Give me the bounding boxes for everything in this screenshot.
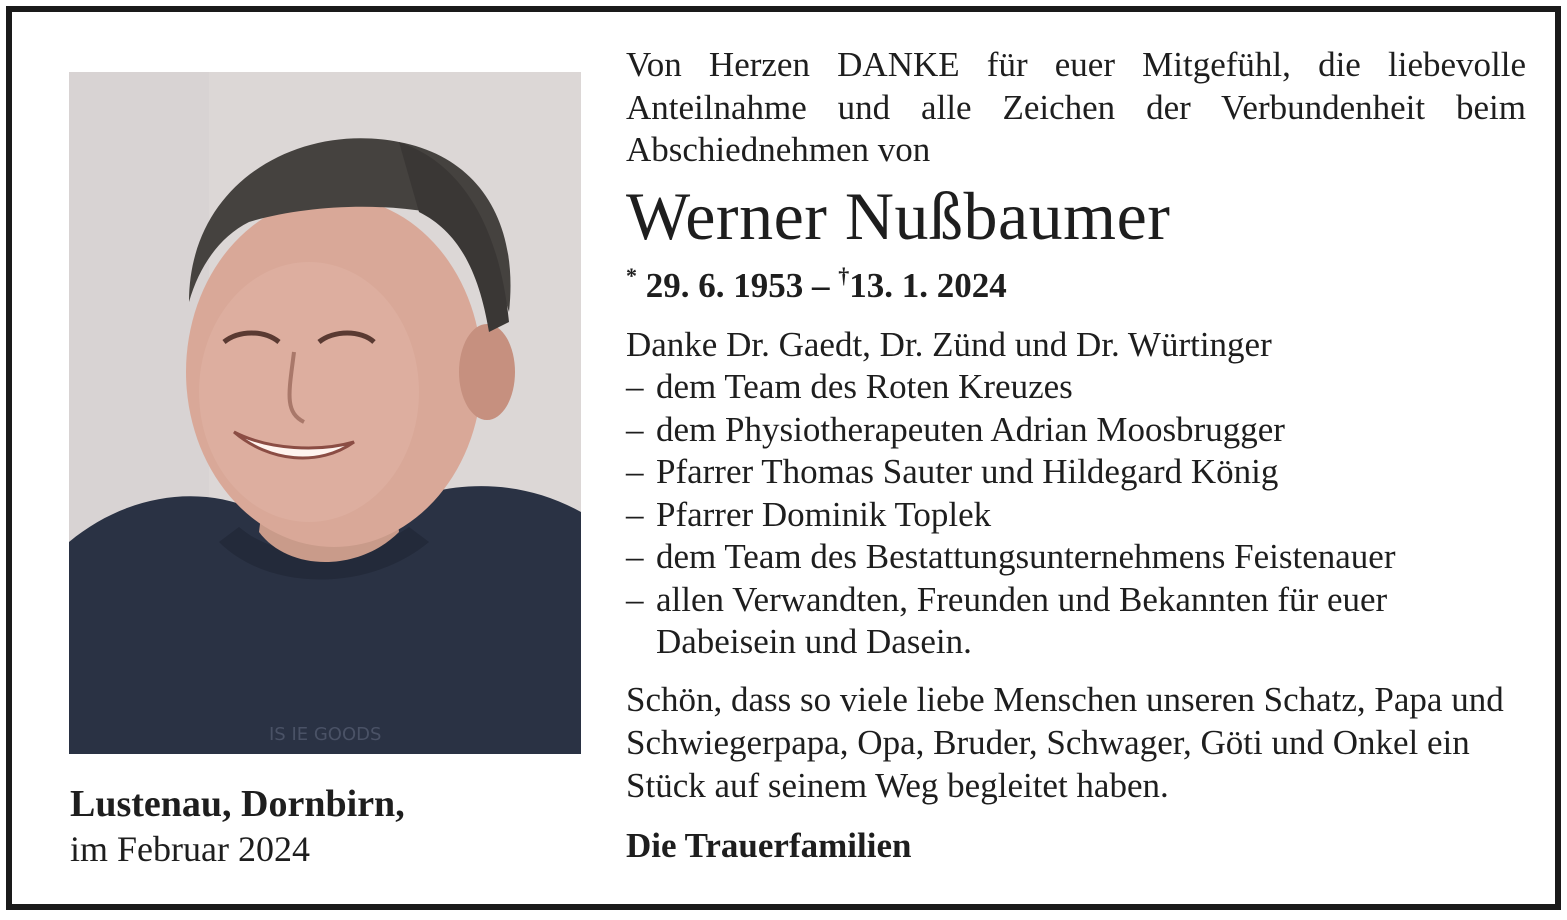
birth-date: 29. 6. 1953: [645, 265, 804, 305]
death-symbol: †: [838, 262, 850, 288]
list-dash: –: [626, 494, 644, 534]
death-date: 13. 1. 2024: [849, 265, 1007, 305]
list-dash: –: [626, 537, 644, 576]
obituary-text: [626, 44, 1526, 867]
deceased-name: Werner Nußbaumer: [626, 177, 1171, 254]
portrait-photo: [69, 72, 581, 754]
obituary-card: [6, 6, 1561, 910]
list-item: [626, 579, 1526, 664]
list-dash: –: [626, 452, 644, 491]
list-item-text: dem Team des Roten Kreuzes: [656, 367, 1073, 406]
portrait-illustration: [69, 72, 581, 754]
list-item: [626, 494, 1526, 537]
list-item-text: allen Verwandten, Freunden und Bekannten für euer Dabeisein und Dasein.: [656, 579, 1388, 661]
thanks-list: [626, 366, 1526, 664]
list-item-text: dem Team des Bestattungsunternehmens Feistenauer: [656, 537, 1396, 576]
life-dates: [626, 256, 1526, 306]
list-item-text: dem Physiotherapeuten Adrian Moosbrugger: [656, 409, 1285, 449]
list-item: [626, 409, 1526, 452]
intro-text: Von Herzen DANKE für euer Mitgefühl, die liebevolle Anteilnahme und alle Zeichen der Verbundenheit beim Abschiednehmen von: [626, 45, 1526, 169]
birth-symbol: *: [626, 262, 637, 288]
list-dash: –: [626, 579, 644, 619]
date-separator: –: [812, 265, 830, 305]
list-item: [626, 451, 1526, 494]
list-dash: –: [626, 409, 644, 449]
signature: Die Trauerfamilien: [626, 825, 912, 865]
list-item: [626, 536, 1526, 579]
location: Lustenau, Dornbirn,: [70, 783, 405, 825]
date-line: im Februar 2024: [70, 829, 310, 869]
thanks-line: Danke Dr. Gaedt, Dr. Zünd und Dr. Würtinger: [626, 324, 1272, 364]
list-item-text: Pfarrer Thomas Sauter und Hildegard König: [656, 452, 1279, 491]
svg-text:IS IE GOODS: IS IE GOODS: [269, 724, 382, 745]
closing-text: Schön, dass so viele liebe Menschen unseren Schatz, Papa und Schwiegerpapa, Opa, Bruder, Schwager, Göti und Onkel ein Stück auf seinem Weg begleitet haben.: [626, 679, 1504, 805]
list-dash: –: [626, 367, 644, 406]
list-item: [626, 366, 1526, 409]
list-item-text: Pfarrer Dominik Toplek: [656, 494, 992, 534]
